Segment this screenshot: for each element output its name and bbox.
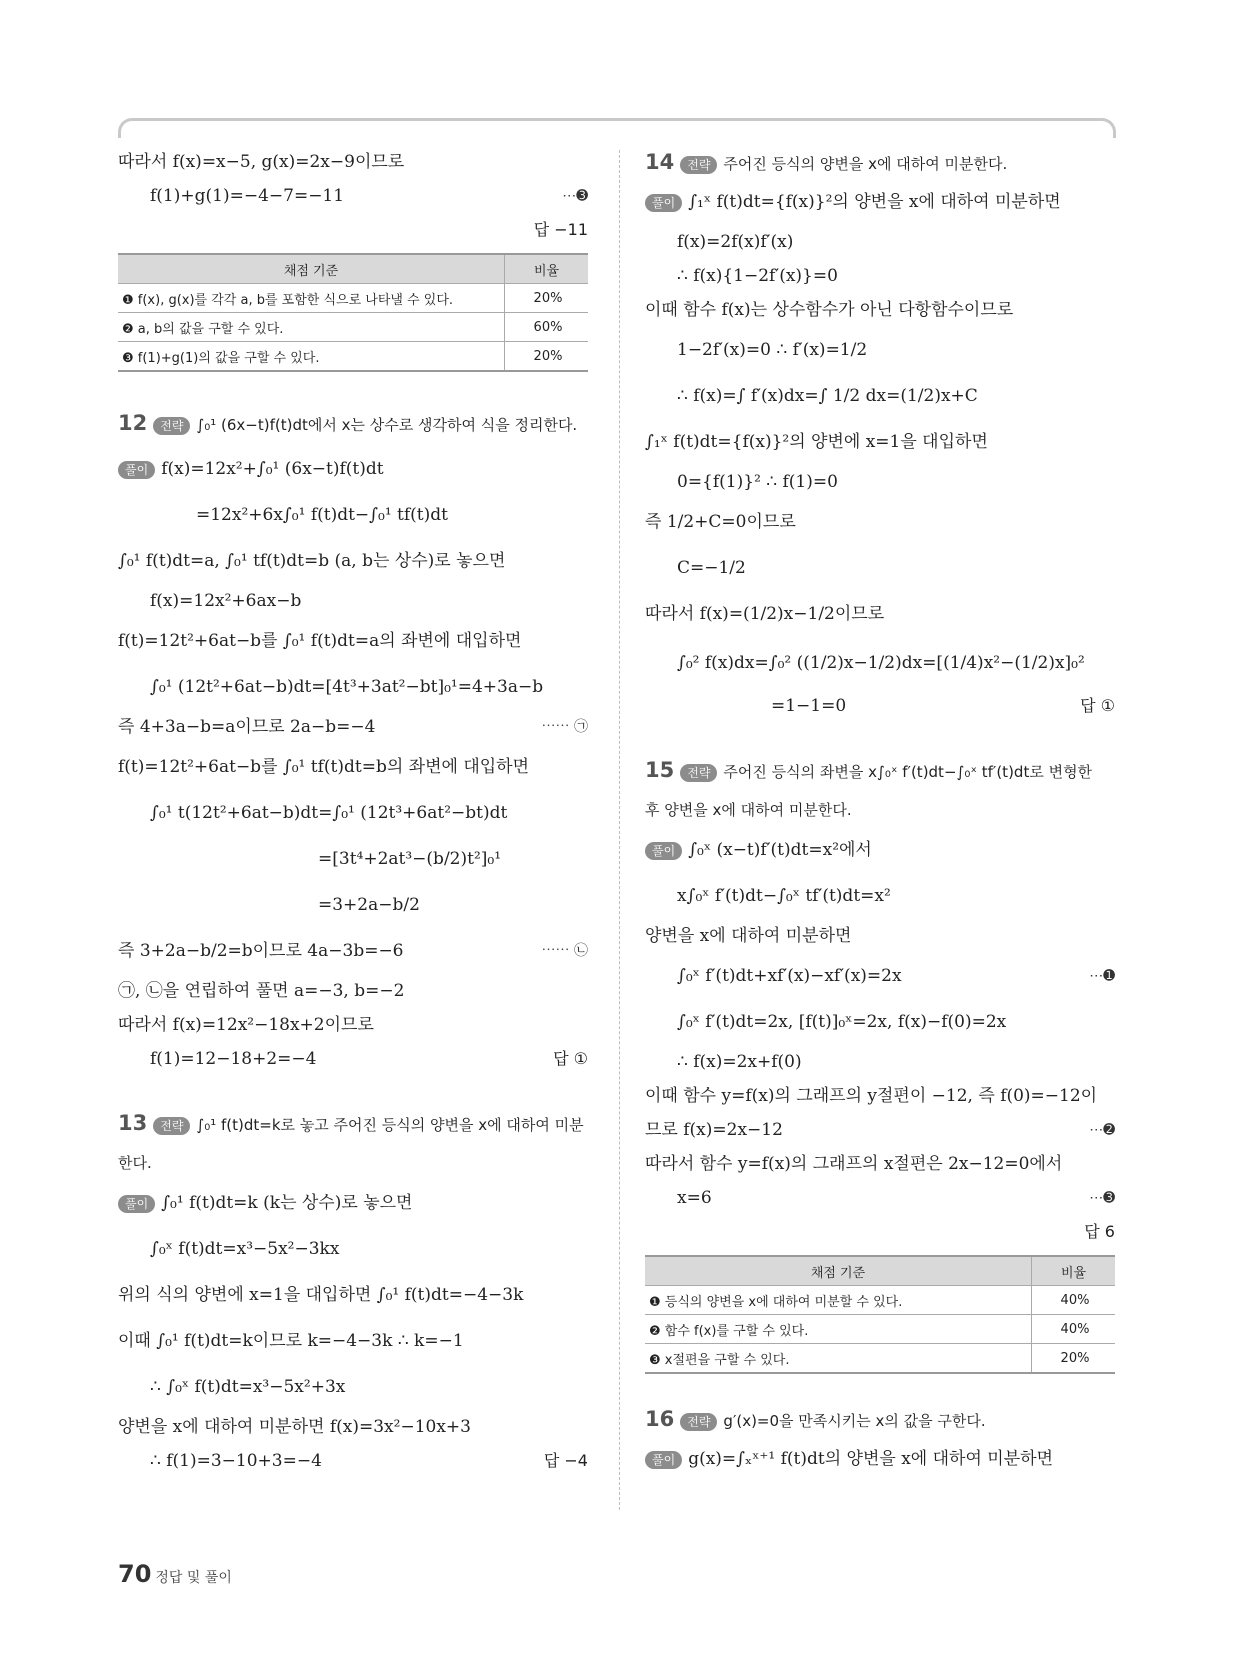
line: 풀이 ∫₁ˣ f(t)dt={f(x)}²의 양변을 x에 대하여 미분하면: [645, 179, 1115, 225]
grading-table: 채점 기준 비율 ❶ f(x), g(x)를 각각 a, b를 포함한 식으로 나타낼 수 있다. 20% ❷ a, b의 값을 구할 수 있다. 60% ❸ f(1)+g(1)의 값을 구할 수 있다. 20%: [118, 253, 588, 372]
line: ㉠, ㉡을 연립하여 풀면 a=−3, b=−2: [118, 981, 405, 1001]
line: 따라서 f(x)=(1/2)x−1/2이므로: [645, 604, 885, 624]
answer-line: [645, 1215, 1115, 1249]
line: 풀이 g(x)=∫ₓˣ⁺¹ f(t)dt의 양변을 x에 대하여 미분하면: [645, 1436, 1115, 1482]
solution-badge: 풀이: [645, 194, 682, 212]
line: ∫₀² f(x)dx=∫₀² ((1/2)x−1/2)dx=[(1/4)x²−(1/2)x]₀²: [677, 653, 1085, 673]
line: 풀이 f(x)=12x²+∫₀¹ (6x−t)f(t)dt: [118, 446, 588, 492]
line: C=−1/2: [677, 558, 746, 578]
top-frame: [118, 118, 1116, 138]
line: ∴ f(1)=3−10+3=−4 답 −4: [118, 1444, 588, 1478]
line: ∫₀ˣ f(t)dt=x³−5x²−3kx: [150, 1239, 340, 1259]
line: 풀이 ∫₀ˣ (x−t)f′(t)dt=x²에서: [645, 827, 1115, 873]
left-column: [118, 145, 588, 1478]
line: f(x)=2f(x)f′(x): [677, 232, 794, 252]
line: 이때 함수 y=f(x)의 그래프의 y절편이 −12, 즉 f(0)=−12이: [645, 1086, 1098, 1106]
answer-line: [118, 213, 588, 247]
line: =1−1=0 답 ①: [645, 689, 1115, 723]
line: 양변을 x에 대하여 미분하면: [645, 926, 852, 946]
line: 풀이 ∫₀¹ f(t)dt=k (k는 상수)로 놓으면: [118, 1180, 588, 1226]
table-row: ❷ 함수 f(x)를 구할 수 있다. 40%: [645, 1315, 1115, 1344]
table-row: ❸ x절편을 구할 수 있다. 20%: [645, 1344, 1115, 1374]
table-row: ❶ f(x), g(x)를 각각 a, b를 포함한 식으로 나타낼 수 있다. 20%: [118, 284, 588, 313]
line: x∫₀ˣ f′(t)dt−∫₀ˣ tf′(t)dt=x²: [677, 886, 891, 906]
line: ∴ f(x)=2x+f(0): [677, 1052, 802, 1072]
line: f(1)+g(1)=−4−7=−11 ⋯➌: [150, 186, 588, 206]
answer: 답 −11: [533, 220, 588, 239]
table-row: ❶ 등식의 양변을 x에 대하여 미분할 수 있다. 40%: [645, 1286, 1115, 1315]
line: x=6 ⋯➌: [677, 1188, 1115, 1208]
problem-16-header: 16 전략 g′(x)=0을 만족시키는 x의 값을 구한다.: [645, 1407, 986, 1431]
strategy-badge: 전략: [680, 1413, 717, 1431]
problem-14-header: 14 전략 주어진 등식의 양변을 x에 대하여 미분한다.: [645, 150, 1008, 174]
line: 0={f(1)}² ∴ f(1)=0: [677, 472, 838, 492]
line: =3+2a−b/2: [318, 895, 420, 915]
solution-badge: 풀이: [118, 1195, 155, 1213]
solution-badge: 풀이: [645, 1451, 682, 1469]
page-number: 70: [118, 1560, 152, 1588]
line: 한다.: [118, 1154, 152, 1172]
line: ∫₀¹ f(t)dt=a, ∫₀¹ tf(t)dt=b (a, b는 상수)로 놓으면: [118, 551, 506, 571]
line: 즉 4+3a−b=a이므로 2a−b=−4 ⋯⋯ ㉠: [118, 717, 588, 737]
solution-badge: 풀이: [118, 461, 155, 479]
page-footer: [118, 1560, 232, 1588]
line: 즉 3+2a−b/2=b이므로 4a−3b=−6 ⋯⋯ ㉡: [118, 941, 588, 961]
line: =[3t⁴+2at³−(b/2)t²]₀¹: [318, 849, 502, 869]
line: ∴ f(x)=∫ f′(x)dx=∫ 1/2 dx=(1/2)x+C: [677, 386, 978, 406]
line: ∫₀¹ (12t²+6at−b)dt=[4t³+3at²−bt]₀¹=4+3a−b: [150, 677, 544, 697]
line: 따라서 f(x)=12x²−18x+2이므로: [118, 1015, 374, 1035]
line: 후 양변을 x에 대하여 미분한다.: [645, 801, 852, 819]
right-column: [645, 145, 1115, 1482]
line: 1−2f′(x)=0 ∴ f′(x)=1/2: [677, 340, 868, 360]
strategy-badge: 전략: [153, 1117, 190, 1135]
line: f(x)=12x²+6ax−b: [150, 591, 302, 611]
solution-badge: 풀이: [645, 842, 682, 860]
line: f(t)=12t²+6at−b를 ∫₀¹ f(t)dt=a의 좌변에 대입하면: [118, 631, 522, 651]
footer-label: 정답 및 풀이: [155, 1570, 232, 1586]
line: 양변을 x에 대하여 미분하면 f(x)=3x²−10x+3: [118, 1417, 471, 1437]
line: ∫₀ˣ f′(t)dt=2x, [f(t)]₀ˣ=2x, f(x)−f(0)=2x: [677, 1012, 1007, 1032]
problem-13-header: 13 전략 ∫₀¹ f(t)dt=k로 놓고 주어진 등식의 양변을 x에 대하여 미분: [118, 1111, 584, 1135]
line: 이때 함수 f(x)는 상수함수가 아닌 다항함수이므로: [645, 300, 1014, 320]
line: 위의 식의 양변에 x=1을 대입하면 ∫₀¹ f(t)dt=−4−3k: [118, 1285, 524, 1305]
line: 따라서 f(x)=x−5, g(x)=2x−9이므로: [118, 152, 405, 172]
table-row: ❷ a, b의 값을 구할 수 있다. 60%: [118, 313, 588, 342]
table-row: ❸ f(1)+g(1)의 값을 구할 수 있다. 20%: [118, 342, 588, 372]
line: 즉 1/2+C=0이므로: [645, 512, 796, 532]
column-divider: [619, 150, 620, 1510]
line: 이때 ∫₀¹ f(t)dt=k이므로 k=−4−3k ∴ k=−1: [118, 1331, 464, 1351]
line: =12x²+6x∫₀¹ f(t)dt−∫₀¹ tf(t)dt: [196, 505, 448, 525]
answer: 답 ①: [1080, 696, 1115, 715]
answer: 답 ①: [553, 1049, 588, 1068]
grading-table: 채점 기준 비율 ❶ 등식의 양변을 x에 대하여 미분할 수 있다. 40% ❷ 함수 f(x)를 구할 수 있다. 40% ❸ x절편을 구할 수 있다. 20%: [645, 1255, 1115, 1374]
line: f(t)=12t²+6at−b를 ∫₀¹ tf(t)dt=b의 좌변에 대입하면: [118, 757, 530, 777]
line: 므로 f(x)=2x−12 ⋯➋: [645, 1120, 1115, 1140]
line: f(1)=12−18+2=−4 답 ①: [118, 1042, 588, 1076]
strategy-badge: 전략: [680, 764, 717, 782]
line: 따라서 함수 y=f(x)의 그래프의 x절편은 2x−12=0에서: [645, 1154, 1063, 1174]
line: ∫₀ˣ f′(t)dt+xf′(x)−xf′(x)=2x ⋯➊: [677, 966, 1115, 986]
strategy-badge: 전략: [680, 156, 717, 174]
line: ∴ ∫₀ˣ f(t)dt=x³−5x²+3x: [150, 1377, 346, 1397]
problem-12-header: 12 전략 ∫₀¹ (6x−t)f(t)dt에서 x는 상수로 생각하여 식을 정리한다.: [118, 411, 578, 435]
line: ∴ f(x){1−2f′(x)}=0: [677, 266, 838, 286]
strategy-badge: 전략: [153, 417, 190, 435]
answer: 답 6: [1084, 1222, 1115, 1241]
line: ∫₀¹ t(12t²+6at−b)dt=∫₀¹ (12t³+6at²−bt)dt: [150, 803, 508, 823]
line: ∫₁ˣ f(t)dt={f(x)}²의 양변에 x=1을 대입하면: [645, 432, 988, 452]
answer: 답 −4: [543, 1451, 588, 1470]
problem-15-header: 15 전략 주어진 등식의 좌변을 x∫₀ˣ f′(t)dt−∫₀ˣ tf′(t)dt로 변형한: [645, 758, 1093, 782]
